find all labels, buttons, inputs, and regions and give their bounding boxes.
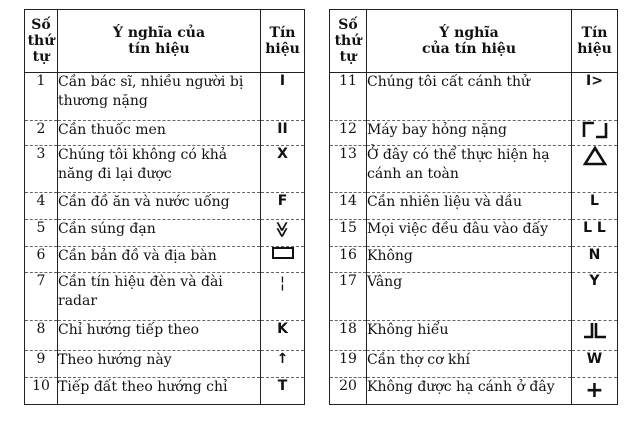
row-meaning: Không được hạ cánh ở đây: [367, 379, 555, 395]
table-row: [330, 247, 618, 273]
row-meaning: Cần súng đạn: [58, 220, 261, 247]
row-meaning: Mọi việc đều đâu vào đấy: [367, 220, 572, 247]
table-row: [330, 146, 618, 193]
signal-symbol: L L: [572, 220, 618, 247]
table-row: [25, 247, 305, 273]
table-row: [330, 321, 618, 351]
row-number: 7: [25, 273, 58, 321]
header-row: [330, 10, 618, 73]
row-number: 17: [330, 273, 367, 321]
row-meaning: Cần nhiên liệu và dầu: [367, 193, 572, 220]
row-meaning: Không: [367, 247, 572, 273]
signal-table-right: [329, 9, 618, 405]
table-row: [330, 193, 618, 220]
signal-symbol: X: [261, 146, 305, 193]
chevron-down-icon: ≫: [261, 220, 305, 247]
table-row: [330, 273, 618, 321]
row-number: 10: [25, 378, 58, 405]
row-number: 5: [25, 220, 58, 247]
table-row: [25, 193, 305, 220]
row-meaning: Cần thuốc men: [58, 121, 261, 146]
table-row: [330, 378, 618, 405]
signal-symbol: W: [572, 351, 618, 378]
row-number: 20: [330, 378, 367, 405]
jl-symbol-icon: [572, 321, 618, 351]
signal-symbol: ¦: [261, 273, 305, 321]
row-number: 3: [25, 146, 58, 193]
row-number: 9: [25, 351, 58, 378]
header-number: Số thứ tự: [25, 10, 58, 73]
row-meaning: Tiếp đất theo hướng chỉ: [58, 379, 228, 395]
row-meaning: Vâng: [367, 273, 572, 321]
table-row: [25, 351, 305, 378]
row-meaning: Cần đồ ăn và nước uống: [58, 193, 261, 220]
row-number: 2: [25, 121, 58, 146]
signal-symbol: F: [261, 193, 305, 220]
signal-symbol: L: [572, 193, 618, 220]
table-row: [330, 351, 618, 378]
row-meaning: Chỉ hướng tiếp theo: [58, 321, 261, 351]
header-meaning: Ý nghĩa của tín hiệu: [58, 10, 261, 73]
table-row: [25, 220, 305, 247]
row-meaning: Ở đây có thể thực hiện hạ cánh an toàn: [367, 146, 572, 193]
signal-symbol: N: [572, 247, 618, 273]
table-row: [25, 378, 305, 405]
signal-symbol: T: [261, 378, 305, 405]
row-number: 19: [330, 351, 367, 378]
row-number: 1: [25, 73, 58, 121]
signal-table-left: [24, 9, 305, 405]
header-number: Số thứ tự: [330, 10, 367, 73]
row-number: 16: [330, 247, 367, 273]
broken-square-icon: [572, 121, 618, 146]
table-row: [25, 121, 305, 146]
triangle-icon: [572, 146, 618, 193]
row-number: 6: [25, 247, 58, 273]
table-row: [25, 73, 305, 121]
row-number: 13: [330, 146, 367, 193]
row-number: 15: [330, 220, 367, 247]
table-row: [25, 273, 305, 321]
header-signal: Tín hiệu: [261, 10, 305, 73]
row-meaning: Theo hướng này: [58, 351, 261, 378]
signal-symbol: K: [261, 321, 305, 351]
arrow-up-icon: ↑: [261, 351, 305, 378]
signal-symbol: I: [261, 73, 305, 121]
table-row: [330, 73, 618, 121]
row-meaning: Cần bản đồ và địa bàn: [58, 247, 261, 273]
row-meaning: Cần tín hiệu đèn và đài radar: [58, 273, 261, 321]
signal-symbol: I>: [572, 73, 618, 121]
row-number: 18: [330, 321, 367, 351]
row-meaning: Chúng tôi cất cánh thử: [367, 73, 572, 121]
row-meaning: Cần thợ cơ khí: [367, 351, 572, 378]
row-meaning: Cần bác sĩ, nhiều người bị thương nặng: [58, 73, 261, 121]
rectangle-icon: [261, 247, 305, 273]
row-number: 12: [330, 121, 367, 146]
header-meaning: Ý nghĩa của tín hiệu: [367, 10, 572, 73]
row-number: 14: [330, 193, 367, 220]
plus-icon: +: [572, 378, 618, 405]
row-number: 11: [330, 73, 367, 121]
row-meaning: Không hiểu: [367, 321, 572, 351]
row-number: 4: [25, 193, 58, 220]
signal-symbol: Y: [572, 273, 618, 321]
table-row: [330, 220, 618, 247]
row-meaning: Máy bay hỏng nặng: [367, 121, 572, 146]
header-row: [25, 10, 305, 73]
signal-symbol: II: [261, 121, 305, 146]
table-row: [25, 146, 305, 193]
row-number: 8: [25, 321, 58, 351]
row-meaning: Chúng tôi không có khả năng đi lại được: [58, 146, 261, 193]
header-signal: Tín hiệu: [572, 10, 618, 73]
table-row: [25, 321, 305, 351]
table-row: [330, 121, 618, 146]
